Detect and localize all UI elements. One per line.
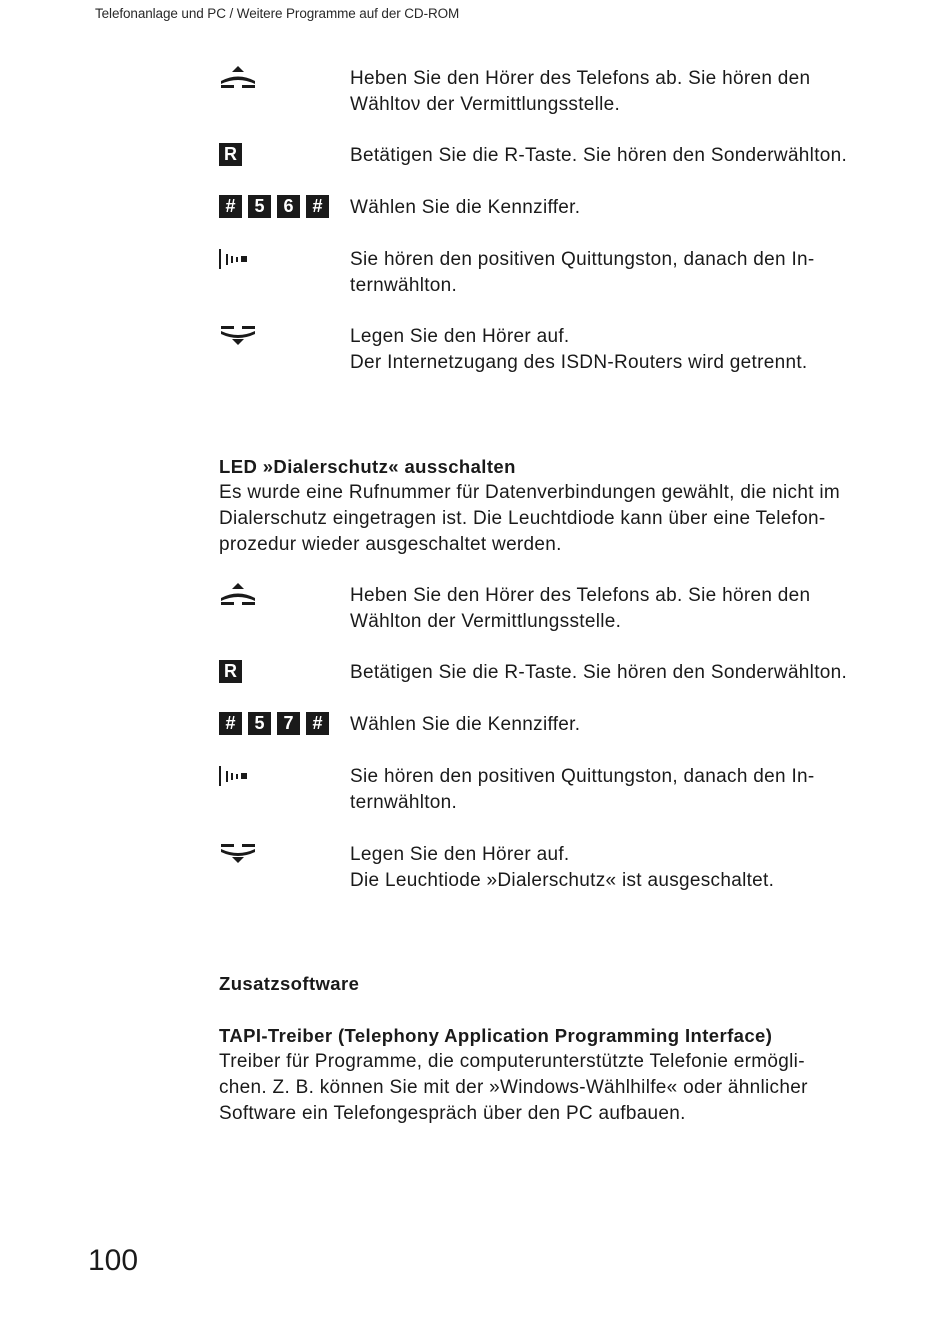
step-text: Sie hören den positiven Quittungston, danach den In- ternwählton. [350,766,815,813]
keypad-icon: # 5 7 # [219,712,335,735]
step-text: Betätigen Sie die R-Taste. Sie hören den Sonderwählton. [350,145,848,166]
section-heading: LED »Dialerschutz« ausschalten [219,456,516,477]
step-text: Heben Sie den Hörer des Telefons ab. Sie hören den Wählton der Vermittlungsstelle. [350,585,811,632]
subsection-heading: TAPI-Treiber (Telephony Application Programming Interface) [219,1025,773,1046]
step-text: Wählen Sie die Kennziffer. [350,197,581,218]
step-text: Sie hören den positiven Quittungston, danach den In- ternwählton. [350,249,815,296]
section-heading: Zusatzsoftware [219,973,360,994]
r-key-icon: R [219,660,248,683]
step-text: Legen Sie den Hörer auf. Der Internetzugang des ISDN-Routers wird getrennt. [350,326,808,373]
handset-lift-icon [219,66,257,97]
confirmation-tone-icon [219,764,249,793]
r-key-icon: R [219,143,248,166]
step-text: Wählen Sie die Kennziffer. [350,714,581,735]
page-number: 100 [88,1244,139,1277]
confirmation-tone-icon [219,247,249,276]
step-text: Heben Sie den Hörer des Telefons ab. Sie hören den Wähltον der Vermittlungsstelle. [350,68,811,115]
step-text: Betätigen Sie die R-Taste. Sie hören den Sonderwählton. [350,662,848,683]
section-intro: Es wurde eine Rufnummer für Datenverbindungen gewählt, die nicht im Dialerschutz eingetragen ist. Die Leuchtdiode kann über eine Telefon- prozedur wieder ausgeschaltet werden. [219,482,841,555]
handset-hangup-icon [219,324,257,353]
running-header: Telefonanlage und PC / Weitere Programme auf der CD-ROM [95,6,460,21]
handset-lift-icon [219,583,257,614]
handset-hangup-icon [219,842,257,871]
keypad-icon: # 5 6 # [219,195,335,218]
step-text: Legen Sie den Hörer auf. Die Leuchtiode »Dialerschutz« ist ausgeschaltet. [350,844,775,891]
subsection-body: Treiber für Programme, die computerunterstützte Telefonie ermögli- chen. Z. B. können Sie mit der »Windows-Wählhilfe« oder ähnlicher Software ein Telefongespräch über den PC aufbauen. [219,1051,808,1124]
